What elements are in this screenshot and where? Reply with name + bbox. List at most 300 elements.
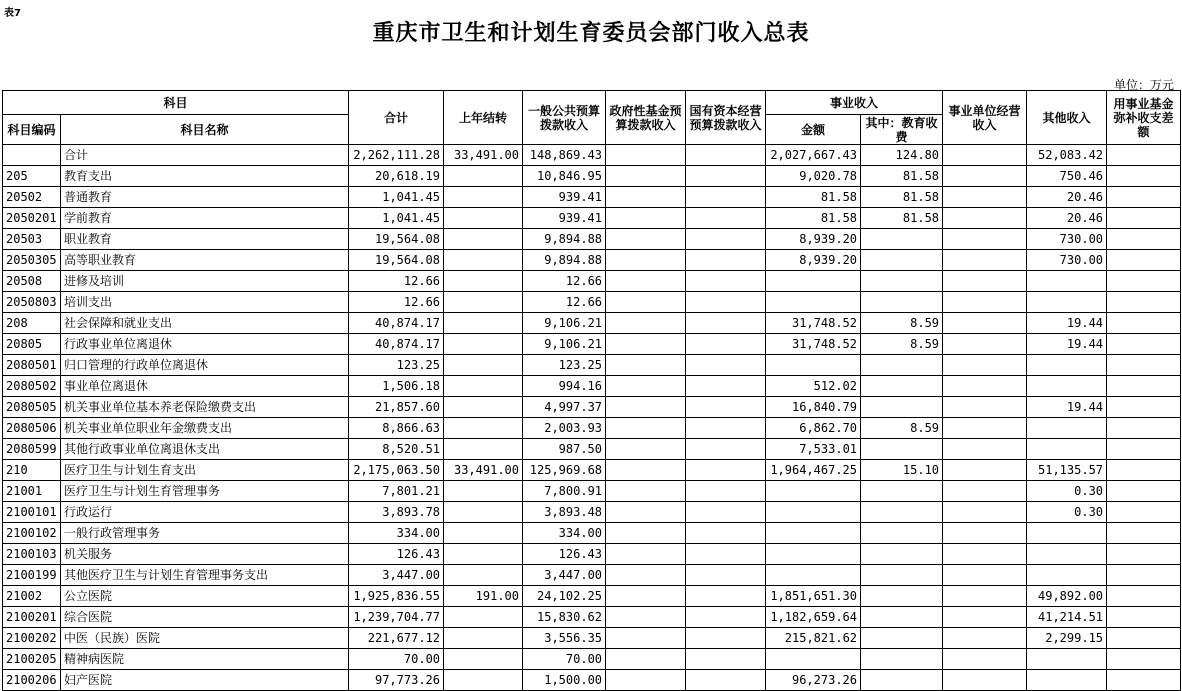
cell-general-budget: 3,447.00 [523,565,606,586]
cell-fund-budget [606,271,686,292]
table-row [3,355,1181,376]
cell-state-capital [686,250,766,271]
cell-code: 2080506 [3,418,61,439]
cell-other-income [1027,523,1107,544]
cell-balance-fund [1107,166,1181,187]
table-row [3,187,1181,208]
cell-operating-income [943,166,1027,187]
cell-name: 普通教育 [61,187,349,208]
cell-total: 221,677.12 [349,628,444,649]
cell-carryover [444,628,523,649]
cell-balance-fund [1107,481,1181,502]
cell-name: 行政事业单位离退休 [61,334,349,355]
cell-amount [766,523,861,544]
table-row [3,166,1181,187]
cell-name: 机关服务 [61,544,349,565]
page-title: 重庆市卫生和计划生育委员会部门收入总表 [372,20,810,46]
cell-balance-fund [1107,376,1181,397]
cell-amount [766,292,861,313]
cell-general-budget: 123.25 [523,355,606,376]
cell-balance-fund [1107,334,1181,355]
cell-name: 其他医疗卫生与计划生育管理事务支出 [61,565,349,586]
table-row [3,628,1181,649]
cell-general-budget: 4,997.37 [523,397,606,418]
cell-balance-fund [1107,460,1181,481]
cell-general-budget: 994.16 [523,376,606,397]
cell-amount: 8,939.20 [766,250,861,271]
cell-code: 2100101 [3,502,61,523]
cell-balance-fund [1107,439,1181,460]
cell-edu-fee [861,502,943,523]
cell-code: 210 [3,460,61,481]
cell-general-budget: 7,800.91 [523,481,606,502]
cell-name: 机关事业单位职业年金缴费支出 [61,418,349,439]
cell-name: 行政运行 [61,502,349,523]
table-row [3,292,1181,313]
cell-edu-fee [861,355,943,376]
table-row [3,250,1181,271]
cell-code: 2100205 [3,649,61,670]
cell-balance-fund [1107,502,1181,523]
header-subject: 科目 [3,91,349,115]
cell-amount: 215,821.62 [766,628,861,649]
cell-operating-income [943,376,1027,397]
cell-fund-budget [606,355,686,376]
cell-operating-income [943,565,1027,586]
cell-state-capital [686,502,766,523]
cell-amount [766,649,861,670]
cell-balance-fund [1107,397,1181,418]
cell-state-capital [686,208,766,229]
cell-operating-income [943,439,1027,460]
cell-balance-fund [1107,229,1181,250]
cell-amount: 8,939.20 [766,229,861,250]
cell-amount: 6,862.70 [766,418,861,439]
cell-other-income: 0.30 [1027,502,1107,523]
cell-amount: 16,840.79 [766,397,861,418]
cell-other-income [1027,565,1107,586]
cell-fund-budget [606,145,686,166]
cell-amount: 2,027,667.43 [766,145,861,166]
cell-balance-fund [1107,145,1181,166]
cell-edu-fee [861,439,943,460]
cell-state-capital [686,376,766,397]
cell-state-capital [686,649,766,670]
cell-operating-income [943,271,1027,292]
cell-operating-income [943,607,1027,628]
cell-balance-fund [1107,250,1181,271]
cell-name: 医疗卫生与计划生育支出 [61,460,349,481]
cell-other-income: 41,214.51 [1027,607,1107,628]
cell-balance-fund [1107,292,1181,313]
cell-fund-budget [606,544,686,565]
table-row [3,418,1181,439]
cell-balance-fund [1107,313,1181,334]
cell-total: 2,262,111.28 [349,145,444,166]
cell-amount: 81.58 [766,187,861,208]
cell-amount [766,544,861,565]
cell-code: 20502 [3,187,61,208]
cell-fund-budget [606,502,686,523]
cell-other-income: 20.46 [1027,208,1107,229]
table-row [3,565,1181,586]
cell-general-budget: 15,830.62 [523,607,606,628]
cell-carryover [444,166,523,187]
cell-name: 教育支出 [61,166,349,187]
cell-state-capital [686,166,766,187]
cell-general-budget: 70.00 [523,649,606,670]
cell-total: 2,175,063.50 [349,460,444,481]
cell-balance-fund [1107,355,1181,376]
cell-edu-fee [861,586,943,607]
cell-total: 1,041.45 [349,208,444,229]
table-row [3,649,1181,670]
header-other-income: 其他收入 [1027,91,1107,145]
cell-other-income: 2,299.15 [1027,628,1107,649]
cell-total: 40,874.17 [349,313,444,334]
cell-edu-fee: 15.10 [861,460,943,481]
header-general-budget: 一般公共预算拨款收入 [523,91,606,145]
cell-edu-fee [861,544,943,565]
cell-operating-income [943,229,1027,250]
cell-carryover [444,502,523,523]
cell-state-capital [686,271,766,292]
cell-total: 1,041.45 [349,187,444,208]
cell-state-capital [686,439,766,460]
cell-edu-fee [861,397,943,418]
table-row [3,229,1181,250]
cell-state-capital [686,607,766,628]
cell-code: 20805 [3,334,61,355]
cell-name: 综合医院 [61,607,349,628]
cell-general-budget: 12.66 [523,292,606,313]
cell-state-capital [686,670,766,691]
cell-edu-fee: 8.59 [861,334,943,355]
cell-code: 2100199 [3,565,61,586]
cell-balance-fund [1107,649,1181,670]
cell-fund-budget [606,607,686,628]
cell-name: 中医（民族）医院 [61,628,349,649]
cell-code: 205 [3,166,61,187]
cell-name: 一般行政管理事务 [61,523,349,544]
cell-operating-income [943,523,1027,544]
cell-total: 1,925,836.55 [349,586,444,607]
cell-edu-fee [861,670,943,691]
cell-carryover [444,439,523,460]
cell-other-income: 730.00 [1027,229,1107,250]
cell-operating-income [943,481,1027,502]
cell-name: 归口管理的行政单位离退休 [61,355,349,376]
cell-general-budget: 24,102.25 [523,586,606,607]
cell-operating-income [943,313,1027,334]
cell-name: 进修及培训 [61,271,349,292]
cell-general-budget: 2,003.93 [523,418,606,439]
cell-code: 21001 [3,481,61,502]
cell-other-income: 19.44 [1027,397,1107,418]
cell-carryover [444,229,523,250]
cell-operating-income [943,250,1027,271]
table-row [3,313,1181,334]
cell-carryover [444,376,523,397]
cell-code: 20508 [3,271,61,292]
cell-operating-income [943,187,1027,208]
cell-code: 2100206 [3,670,61,691]
cell-operating-income [943,334,1027,355]
cell-balance-fund [1107,565,1181,586]
cell-edu-fee [861,292,943,313]
cell-edu-fee: 81.58 [861,208,943,229]
cell-amount [766,502,861,523]
table-row [3,271,1181,292]
cell-amount: 1,182,659.64 [766,607,861,628]
cell-carryover [444,187,523,208]
cell-state-capital [686,187,766,208]
cell-fund-budget [606,565,686,586]
cell-carryover [444,418,523,439]
cell-amount: 1,851,651.30 [766,586,861,607]
cell-edu-fee [861,565,943,586]
cell-other-income [1027,418,1107,439]
cell-total: 12.66 [349,271,444,292]
cell-amount [766,271,861,292]
cell-operating-income [943,460,1027,481]
cell-state-capital [686,460,766,481]
cell-state-capital [686,292,766,313]
cell-carryover [444,334,523,355]
cell-state-capital [686,481,766,502]
cell-fund-budget [606,229,686,250]
cell-amount [766,481,861,502]
cell-fund-budget [606,439,686,460]
cell-state-capital [686,418,766,439]
cell-operating-income [943,208,1027,229]
cell-fund-budget [606,313,686,334]
cell-amount: 31,748.52 [766,313,861,334]
cell-code: 2050305 [3,250,61,271]
cell-fund-budget [606,292,686,313]
table-row [3,544,1181,565]
cell-carryover [444,292,523,313]
cell-other-income: 51,135.57 [1027,460,1107,481]
cell-other-income [1027,376,1107,397]
cell-other-income [1027,355,1107,376]
table-row [3,397,1181,418]
cell-total: 20,618.19 [349,166,444,187]
cell-balance-fund [1107,523,1181,544]
cell-name: 公立医院 [61,586,349,607]
cell-general-budget: 125,969.68 [523,460,606,481]
cell-other-income [1027,670,1107,691]
cell-amount: 96,273.26 [766,670,861,691]
cell-edu-fee [861,628,943,649]
cell-state-capital [686,628,766,649]
cell-balance-fund [1107,271,1181,292]
cell-name: 社会保障和就业支出 [61,313,349,334]
cell-carryover [444,481,523,502]
cell-general-budget: 12.66 [523,271,606,292]
table-row [3,523,1181,544]
header-operating-income: 事业单位经营收入 [943,91,1027,145]
cell-edu-fee [861,271,943,292]
cell-state-capital [686,544,766,565]
cell-fund-budget [606,628,686,649]
cell-carryover: 33,491.00 [444,145,523,166]
cell-general-budget: 334.00 [523,523,606,544]
cell-balance-fund [1107,670,1181,691]
cell-general-budget: 987.50 [523,439,606,460]
cell-carryover [444,670,523,691]
cell-name: 医疗卫生与计划生育管理事务 [61,481,349,502]
cell-carryover: 33,491.00 [444,460,523,481]
cell-fund-budget [606,460,686,481]
cell-name: 高等职业教育 [61,250,349,271]
cell-fund-budget [606,523,686,544]
cell-edu-fee [861,376,943,397]
cell-amount: 1,964,467.25 [766,460,861,481]
cell-code: 2100202 [3,628,61,649]
cell-total: 19,564.08 [349,229,444,250]
cell-other-income: 730.00 [1027,250,1107,271]
header-state-capital: 国有资本经营预算拨款收入 [686,91,766,145]
cell-general-budget: 3,556.35 [523,628,606,649]
cell-other-income [1027,271,1107,292]
cell-other-income: 20.46 [1027,187,1107,208]
cell-code: 2080505 [3,397,61,418]
cell-carryover [444,355,523,376]
cell-carryover [444,649,523,670]
cell-general-budget: 9,894.88 [523,229,606,250]
cell-code: 2100201 [3,607,61,628]
cell-carryover [444,271,523,292]
cell-total: 1,239,704.77 [349,607,444,628]
cell-general-budget: 9,106.21 [523,313,606,334]
header-name: 科目名称 [61,115,349,145]
table-row [3,481,1181,502]
cell-name: 事业单位离退休 [61,376,349,397]
cell-code [3,145,61,166]
cell-total: 70.00 [349,649,444,670]
cell-carryover [444,208,523,229]
cell-state-capital [686,523,766,544]
cell-amount: 31,748.52 [766,334,861,355]
cell-balance-fund [1107,187,1181,208]
cell-edu-fee [861,229,943,250]
cell-other-income [1027,649,1107,670]
cell-code: 2080599 [3,439,61,460]
cell-other-income: 49,892.00 [1027,586,1107,607]
cell-edu-fee [861,607,943,628]
cell-other-income [1027,292,1107,313]
cell-general-budget: 939.41 [523,187,606,208]
cell-name: 妇产医院 [61,670,349,691]
header-total: 合计 [349,91,444,145]
cell-name: 学前教育 [61,208,349,229]
cell-state-capital [686,334,766,355]
table-row [3,208,1181,229]
cell-code: 2080501 [3,355,61,376]
cell-total: 19,564.08 [349,250,444,271]
cell-state-capital [686,313,766,334]
cell-other-income: 750.46 [1027,166,1107,187]
cell-total: 21,857.60 [349,397,444,418]
header-code: 科目编码 [3,115,61,145]
cell-operating-income [943,418,1027,439]
cell-fund-budget [606,208,686,229]
cell-fund-budget [606,586,686,607]
cell-fund-budget [606,187,686,208]
cell-code: 2100102 [3,523,61,544]
cell-other-income: 19.44 [1027,313,1107,334]
cell-state-capital [686,229,766,250]
cell-total: 126.43 [349,544,444,565]
cell-operating-income [943,355,1027,376]
cell-operating-income [943,502,1027,523]
cell-total: 334.00 [349,523,444,544]
cell-name: 其他行政事业单位离退休支出 [61,439,349,460]
cell-fund-budget [606,166,686,187]
header-amount: 金额 [766,115,861,145]
cell-total: 3,893.78 [349,502,444,523]
cell-carryover: 191.00 [444,586,523,607]
cell-state-capital [686,145,766,166]
cell-fund-budget [606,649,686,670]
cell-edu-fee: 81.58 [861,187,943,208]
cell-edu-fee: 81.58 [861,166,943,187]
cell-balance-fund [1107,418,1181,439]
table-number: 表7 [4,8,21,19]
cell-total: 3,447.00 [349,565,444,586]
cell-other-income: 0.30 [1027,481,1107,502]
cell-other-income [1027,439,1107,460]
cell-balance-fund [1107,607,1181,628]
cell-state-capital [686,565,766,586]
unit-label: 单位：万元 [1113,78,1174,92]
cell-operating-income [943,397,1027,418]
cell-general-budget: 939.41 [523,208,606,229]
cell-operating-income [943,649,1027,670]
table-row [3,502,1181,523]
cell-fund-budget [606,418,686,439]
cell-general-budget: 1,500.00 [523,670,606,691]
income-summary-table [2,90,1181,691]
cell-total: 1,506.18 [349,376,444,397]
cell-total: 7,801.21 [349,481,444,502]
header-business-income: 事业收入 [766,91,943,115]
cell-operating-income [943,670,1027,691]
header-balance-fund: 用事业基金弥补收支差额 [1107,91,1181,145]
cell-edu-fee [861,649,943,670]
cell-carryover [444,523,523,544]
cell-balance-fund [1107,628,1181,649]
cell-total: 8,866.63 [349,418,444,439]
cell-state-capital [686,397,766,418]
cell-state-capital [686,355,766,376]
cell-name: 精神病医院 [61,649,349,670]
cell-edu-fee: 8.59 [861,313,943,334]
cell-carryover [444,607,523,628]
cell-code: 2050201 [3,208,61,229]
cell-total: 123.25 [349,355,444,376]
cell-general-budget: 3,893.48 [523,502,606,523]
cell-state-capital [686,586,766,607]
cell-amount: 7,533.01 [766,439,861,460]
cell-operating-income [943,628,1027,649]
cell-general-budget: 148,869.43 [523,145,606,166]
cell-fund-budget [606,670,686,691]
table-row [3,586,1181,607]
cell-carryover [444,544,523,565]
cell-other-income [1027,544,1107,565]
